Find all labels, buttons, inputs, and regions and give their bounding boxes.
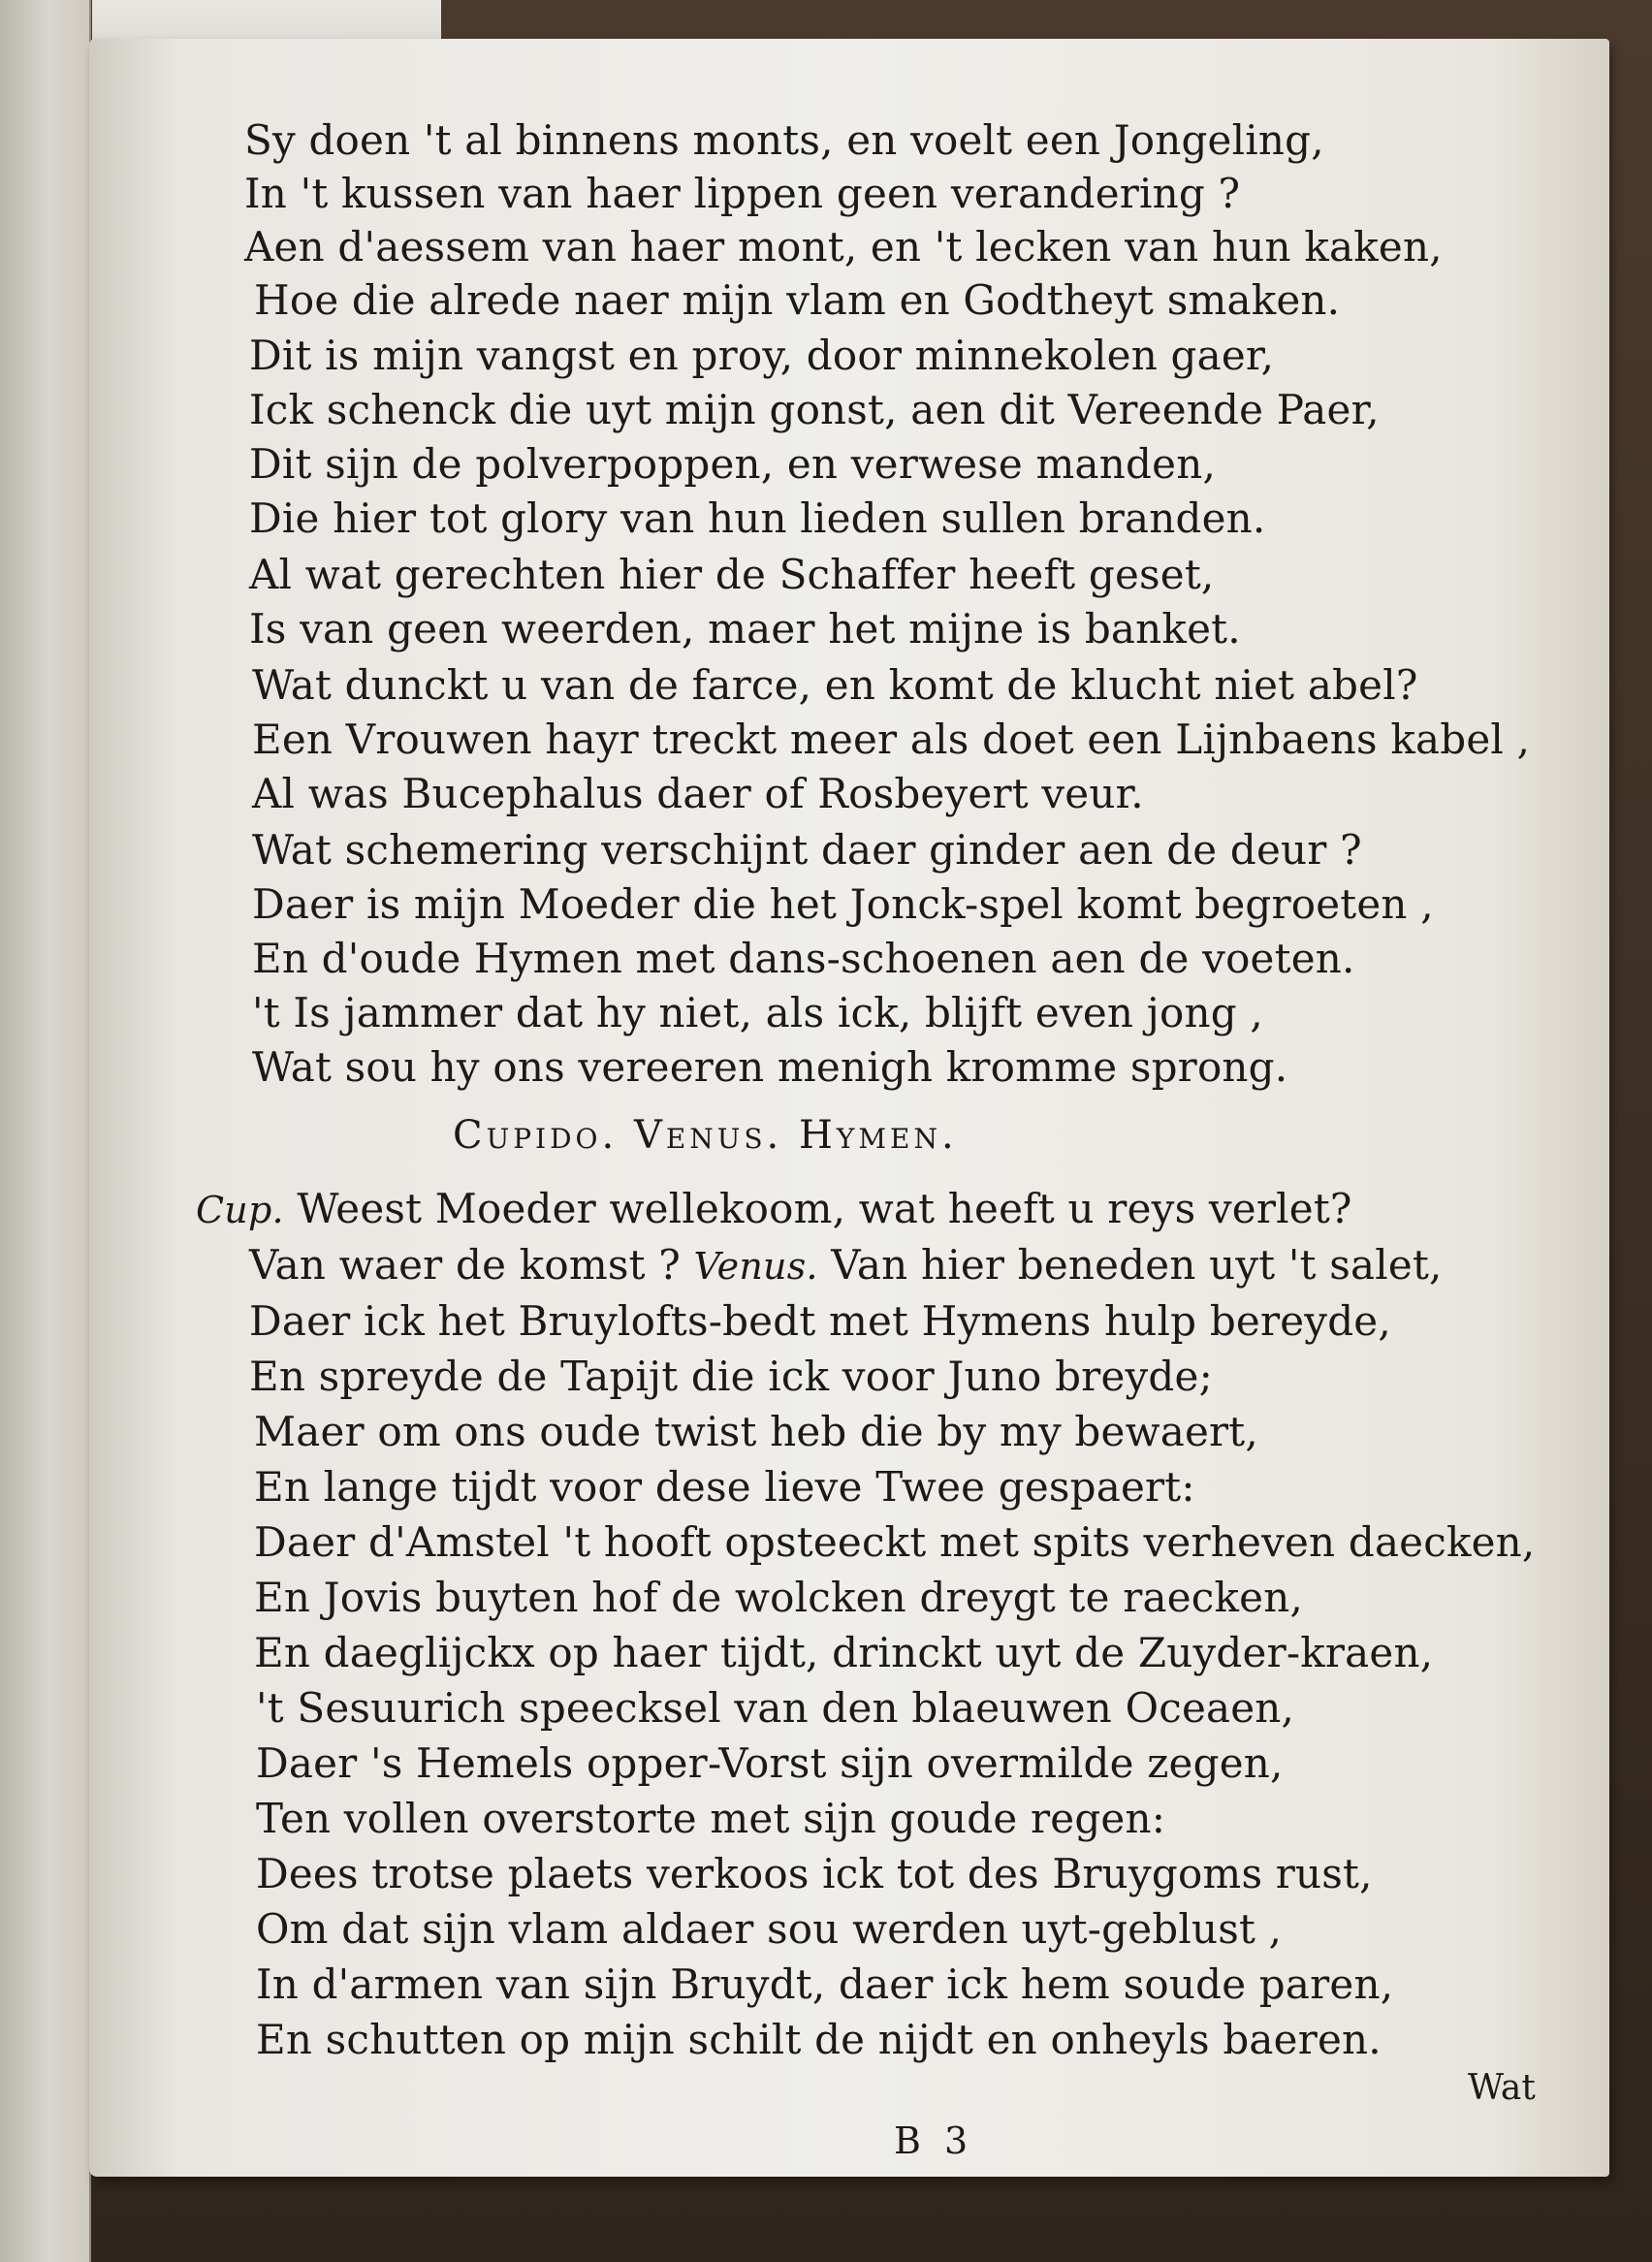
verse-line: In 't kussen van haer lippen geen verandering ?: [244, 170, 1241, 217]
verse-line: Is van geen weerden, maer het mijne is banket.: [249, 605, 1241, 653]
verse-line: En d'oude Hymen met dans-schoenen aen de voeten.: [252, 935, 1355, 982]
verse-line: Dees trotse plaets verkoos ick tot des Bruygoms rust,: [256, 1850, 1373, 1897]
verse-line: Om dat sijn vlam aldaer sou werden uyt-geblust ,: [256, 1905, 1283, 1953]
verse-line: Dit sijn de polverpoppen, en verwese manden,: [249, 440, 1216, 488]
verse-line: Die hier tot glory van hun lieden sullen branden.: [249, 494, 1266, 542]
verse-line: En spreyde de Tapijt die ick voor Juno breyde;: [249, 1353, 1213, 1400]
dialogue-line: [249, 1241, 1443, 1289]
verse-line: In d'armen van sijn Bruydt, daer ick hem soude paren,: [256, 1960, 1394, 2008]
book-page: [89, 39, 1609, 2177]
verse-line: Ten vollen overstorte met sijn goude regen:: [256, 1795, 1166, 1842]
verse-line: Daer is mijn Moeder die het Jonck-spel komt begroeten ,: [252, 880, 1434, 928]
verse-line: En schutten op mijn schilt de nijdt en onheyls baeren.: [256, 2016, 1382, 2063]
verse-line: Maer om ons oude twist heb die by my bewaert,: [254, 1408, 1258, 1455]
verse-line: Wat schemering verschijnt daer ginder aen de deur ?: [252, 826, 1362, 874]
verse-line: En Jovis buyten hof de wolcken dreygt te raecken,: [254, 1574, 1304, 1621]
verse-line: 't Sesuurich speecksel van den blaeuwen Oceaen,: [256, 1684, 1295, 1732]
verse-line: Al wat gerechten hier de Schaffer heeft geset,: [249, 551, 1215, 598]
verse-line: Wat dunckt u van de farce, en komt de klucht niet abel?: [252, 661, 1418, 709]
verse-line: Al was Bucephalus daer of Rosbeyert veur.: [252, 770, 1144, 817]
verse-line: Daer ick het Bruylofts-bedt met Hymens hulp bereyde,: [249, 1297, 1391, 1345]
scene-heading: Cupido. Venus. Hymen.: [453, 1113, 958, 1158]
catchword: Wat: [1468, 2068, 1536, 2108]
verse-line: Hoe die alrede naer mijn vlam en Godtheyt smaken.: [254, 276, 1341, 324]
speaker-label-venus: Venus.: [693, 1245, 818, 1288]
verse-line: Wat sou hy ons vereeren menigh kromme sprong.: [252, 1043, 1288, 1091]
verse-line: Sy doen 't al binnens monts, en voelt een Jongeling,: [244, 116, 1324, 164]
verse-line: En daeglijckx op haer tijdt, drinckt uyt de Zuyder-kraen,: [254, 1629, 1434, 1676]
previous-page-edge: [0, 0, 91, 2262]
verse-line: 't Is jammer dat hy niet, als ick, blijft even jong ,: [252, 989, 1263, 1036]
verse-line: Daer d'Amstel 't hooft opsteeckt met spits verheven daecken,: [254, 1518, 1536, 1566]
verse-line: Ick schenck die uyt mijn gonst, aen dit Vereende Paer,: [249, 386, 1380, 433]
speaker-label-cupido: Cup.: [196, 1189, 284, 1231]
verse-line: Dit is mijn vangst en proy, door minnekolen gaer,: [249, 332, 1275, 379]
signature-mark: B 3: [894, 2119, 974, 2162]
dialogue-line: [196, 1185, 1352, 1232]
verse-line: Aen d'aessem van haer mont, en 't lecken van hun kaken,: [244, 223, 1443, 271]
verse-line: Daer 's Hemels opper-Vorst sijn overmilde zegen,: [256, 1739, 1284, 1787]
dialogue-text: Weest Moeder wellekoom, wat heeft u reys verlet?: [297, 1185, 1352, 1232]
dialogue-text: Van hier beneden uyt 't salet,: [831, 1241, 1443, 1289]
verse-line: En lange tijdt voor dese lieve Twee gespaert:: [254, 1463, 1195, 1511]
dialogue-text: Van waer de komst ?: [249, 1241, 681, 1289]
page-text: [89, 39, 1609, 2177]
verse-line: Een Vrouwen hayr treckt meer als doet een Lijnbaens kabel ,: [252, 716, 1531, 763]
